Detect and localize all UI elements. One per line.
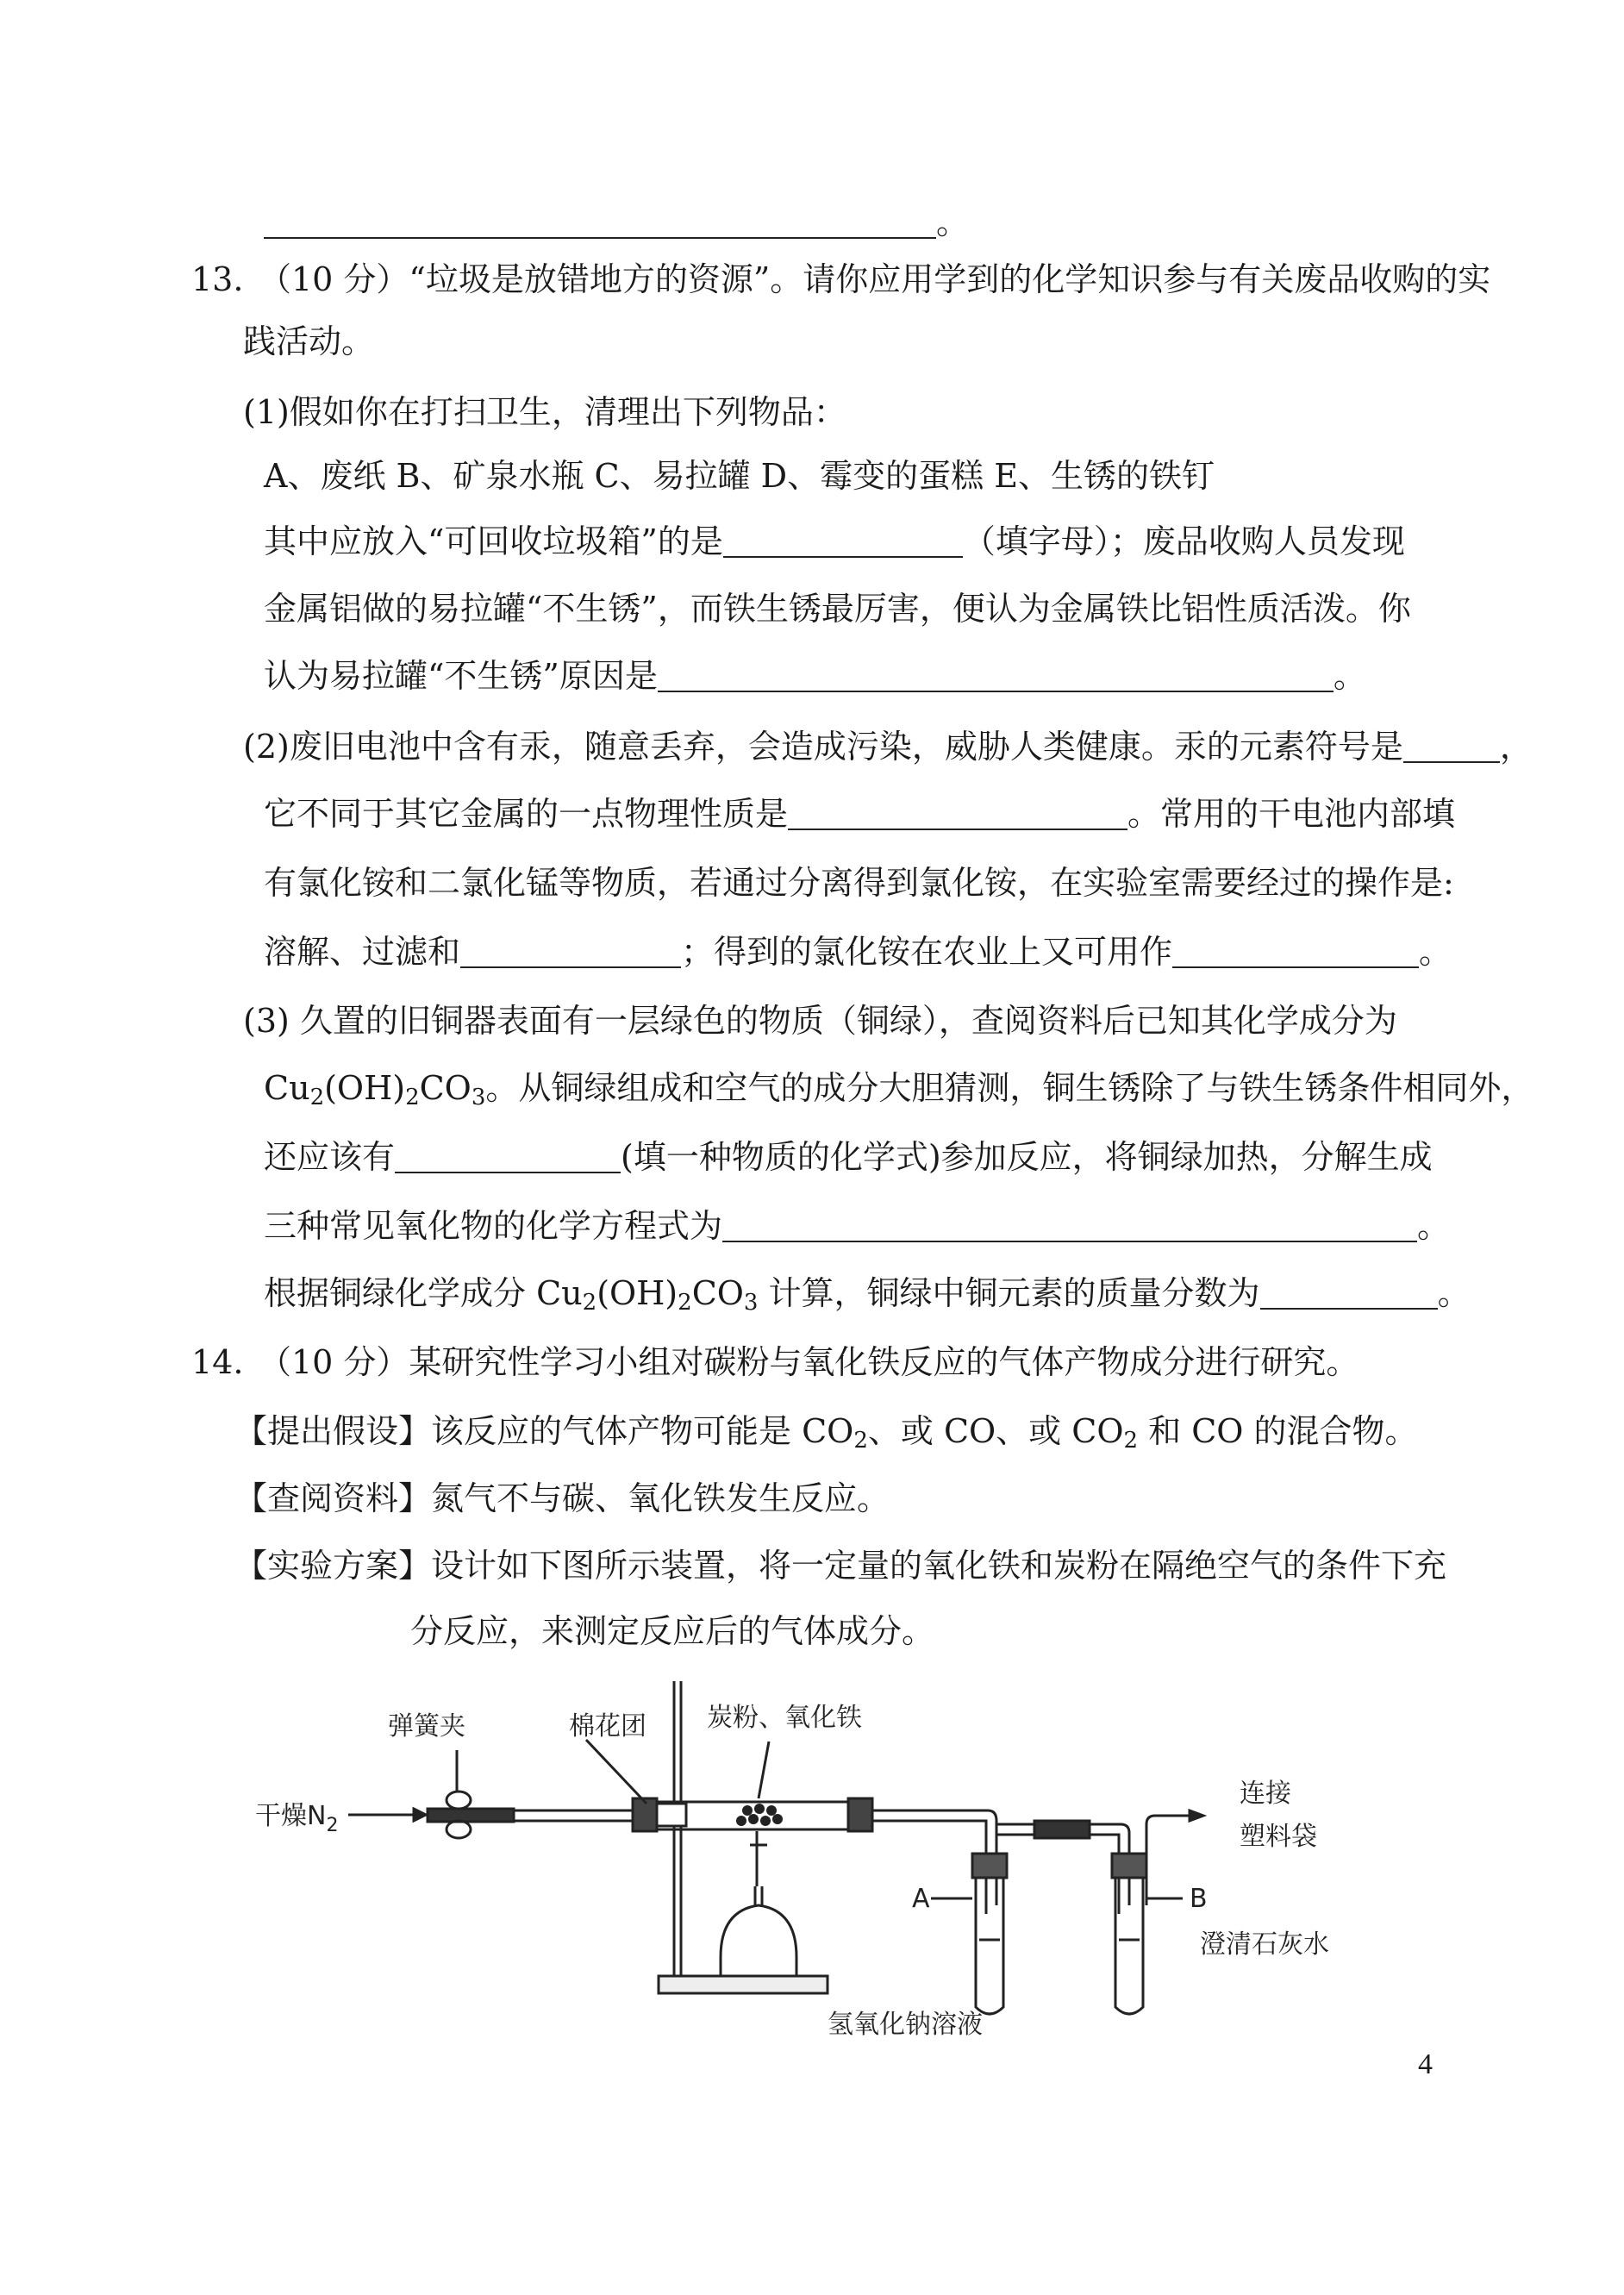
answer-blank[interactable] xyxy=(264,208,936,239)
q13-part1-line2: 金属铝做的易拉罐“不生锈”，而铁生锈最厉害，便认为金属铁比铝性质活泼。你 xyxy=(264,590,1411,628)
label-carbon-iron-oxide: 炭粉、氧化铁 xyxy=(707,1703,862,1733)
q13-part2-line1: (2)废旧电池中含有汞，随意丢弃，会造成污染，威胁人类健康。汞的元素符号是 ， xyxy=(243,728,1533,766)
label-plastic-bag: 塑料袋 xyxy=(1240,1822,1317,1852)
label-spring-clip: 弹簧夹 xyxy=(388,1711,465,1742)
q13-part3-line5: 根据铜绿化学成分 $Cu_2(OH)_2CO_3$ 计算，铜绿中铜元素的质量分数为 。 xyxy=(264,1274,1471,1316)
answer-blank-equation[interactable] xyxy=(722,1211,1417,1242)
answer-blank-reactant[interactable] xyxy=(395,1142,621,1173)
answer-blank-agri-use[interactable] xyxy=(1172,937,1419,968)
page-number: 4 xyxy=(1418,2048,1433,2080)
q13-part2-line3: 有氯化铵和二氯化锰等物质，若通过分离得到氯化铵，在实验室需要经过的操作是: xyxy=(264,864,1454,902)
label-dry-n2: 干燥$N_2$ xyxy=(255,1801,339,1836)
q13-part1-options: A、废纸 B、矿泉水瓶 C、易拉罐 D、霉变的蛋糕 E、生锈的铁钉 xyxy=(264,457,1215,495)
answer-blank-no-rust-reason[interactable] xyxy=(658,661,1334,692)
q14-plan-line1: 【实验方案】设计如下图所示装置，将一定量的氧化铁和炭粉在隔绝空气的条件下充 xyxy=(234,1547,1447,1585)
answer-blank-recyclable[interactable] xyxy=(723,527,963,558)
q12-tail-line: 。 xyxy=(264,202,969,243)
q14-reference: 【查阅资料】氮气不与碳、氧化铁发生反应。 xyxy=(234,1479,890,1517)
q13-part3-line1: (3) 久置的旧铜器表面有一层绿色的物质（铜绿），查阅资料后已知其化学成分为 xyxy=(243,1002,1397,1040)
label-tube-a: A xyxy=(912,1884,930,1914)
q13-part2-line2: 它不同于其它金属的一点物理性质是 。常用的干电池内部填 xyxy=(264,795,1456,833)
q13-part2-line4: 溶解、过滤和 ；得到的氯化铵在农业上又可用作 。 xyxy=(264,933,1452,971)
label-naoh-solution: 氢氧化钠溶液 xyxy=(828,2010,983,2040)
q14-intro: （10 分）某研究性学习小组对碳粉与氧化铁反应的气体产物成分进行研究。 xyxy=(259,1343,1359,1381)
label-limewater: 澄清石灰水 xyxy=(1200,1929,1329,1960)
q13-intro-line1: （10 分）“垃圾是放错地方的资源”。请你应用学到的化学知识参与有关废品收购的实 xyxy=(259,260,1491,298)
answer-blank-physical-property[interactable] xyxy=(788,799,1127,830)
q13-part1-line3: 认为易拉罐“不生锈”原因是 。 xyxy=(264,657,1366,695)
experiment-apparatus-diagram xyxy=(241,1673,1396,2052)
q13-part3-line4: 三种常见氧化物的化学方程式为 。 xyxy=(264,1207,1451,1245)
question-14-number: 14. xyxy=(191,1343,244,1381)
q13-part3-line2: $Cu_2(OH)_2CO_3$。从铜绿组成和空气的成分大胆猜测，铜生锈除了与铁生锈条件相同外， xyxy=(264,1069,1534,1110)
q14-plan-line2: 分反应，来测定反应后的气体成分。 xyxy=(410,1612,935,1650)
answer-blank-cu-fraction[interactable] xyxy=(1260,1279,1438,1310)
answer-blank-operation[interactable] xyxy=(460,937,681,968)
q14-hypothesis: 【提出假设】该反应的气体产物可能是 $CO_2$、或 CO、或 $CO_2$ 和 CO 的混合物。 xyxy=(234,1412,1418,1454)
q13-part1-head: (1)假如你在打扫卫生，清理出下列物品： xyxy=(243,393,846,431)
label-connect: 连接 xyxy=(1240,1779,1291,1809)
label-cotton: 棉花团 xyxy=(569,1711,646,1742)
q13-intro-line2: 践活动。 xyxy=(243,322,375,360)
label-tube-b: B xyxy=(1190,1884,1208,1914)
answer-blank-hg-symbol[interactable] xyxy=(1403,732,1500,763)
question-13-number: 13. xyxy=(191,260,244,298)
q13-part3-line3: 还应该有 (填一种物质的化学式)参加反应，将铜绿加热，分解生成 xyxy=(264,1138,1433,1176)
q13-part1-line1: 其中应放入“可回收垃圾箱”的是 （填字母）；废品收购人员发现 xyxy=(264,522,1405,560)
